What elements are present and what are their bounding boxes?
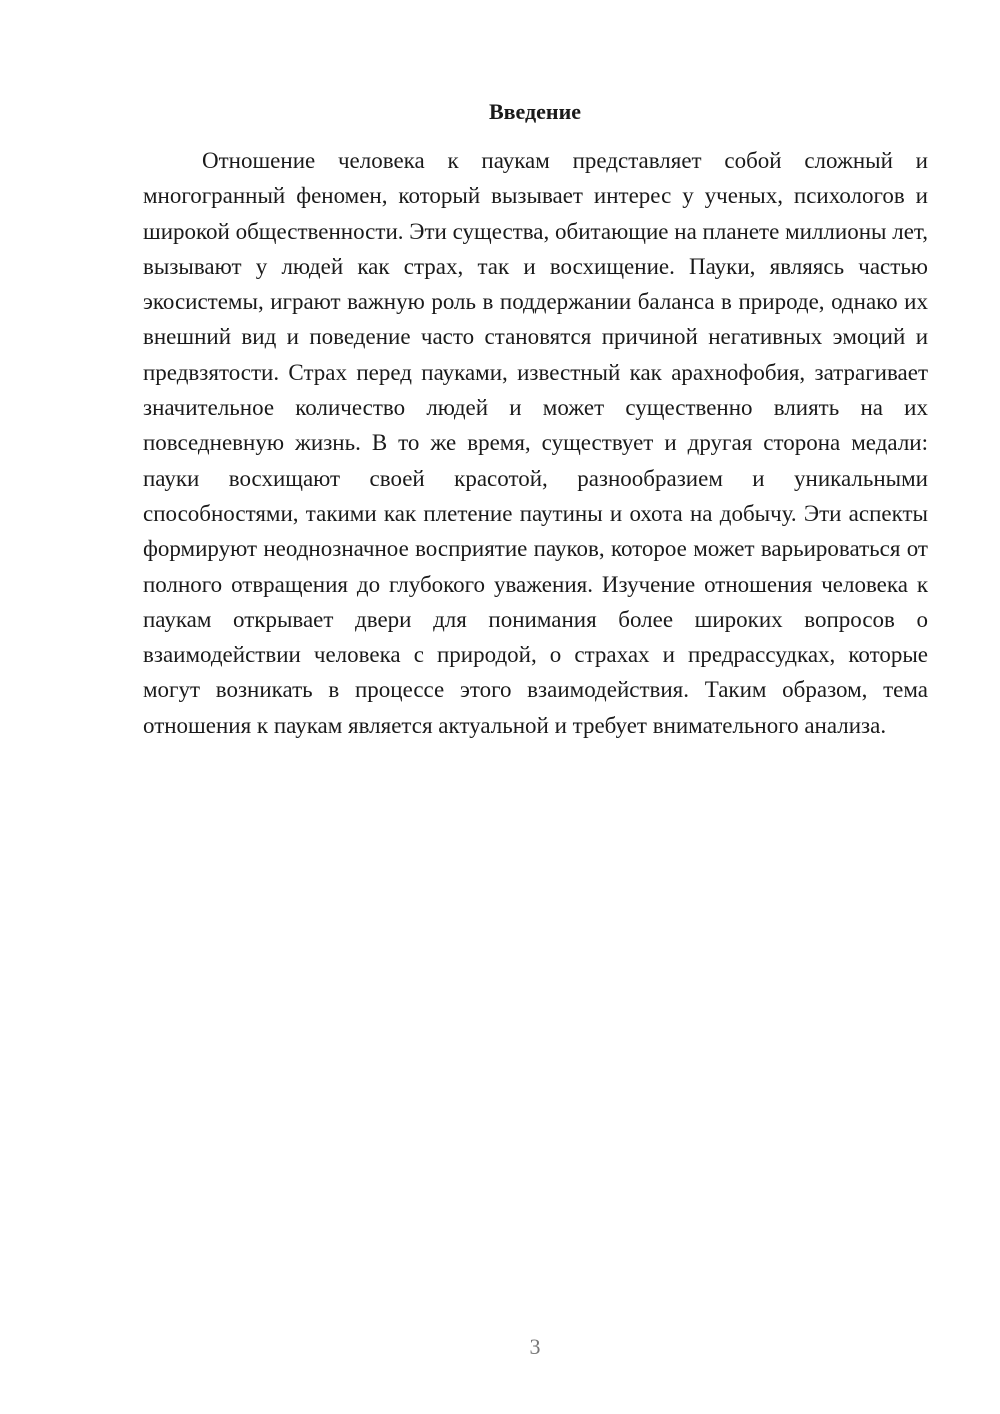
page-number: 3 (529, 1334, 541, 1359)
section-heading: Введение (488, 99, 582, 124)
body-paragraph: Отношение человека к паукам представляет собой сложный и многогранный феномен, который вызывает интерес у ученых, психологов и широкой общественности. Эти существа, обитающие на планете миллионы лет, вызывают у людей как страх, так и восхищение. Пауки, являясь частью экосистемы, играют важную роль в поддержании баланса в природе, однако их внешний вид и поведение часто становятся причиной негативных эмоций и предвзятости. Страх перед пауками, известный как арахнофобия, затрагивает значительное количество людей и может существенно влиять на их повседневную жизнь. В то же время, существует и другая сторона медали: пауки восхищают своей красотой, разнообразием и уникальными способностями, такими как плетение паутины и охота на добычу. Эти аспекты формируют неоднозначное восприятие пауков, которое может варьироваться от полного отвращения до глубокого уважения. Изучение отношения человека к паукам открывает двери для понимания более широких вопросов о взаимодействии человека с природой, о страхах и предрассудках, которые могут возникать в процессе этого взаимодействия. Таким образом, тема отношения к паукам является актуальной и требует внимательного анализа. (143, 148, 928, 738)
